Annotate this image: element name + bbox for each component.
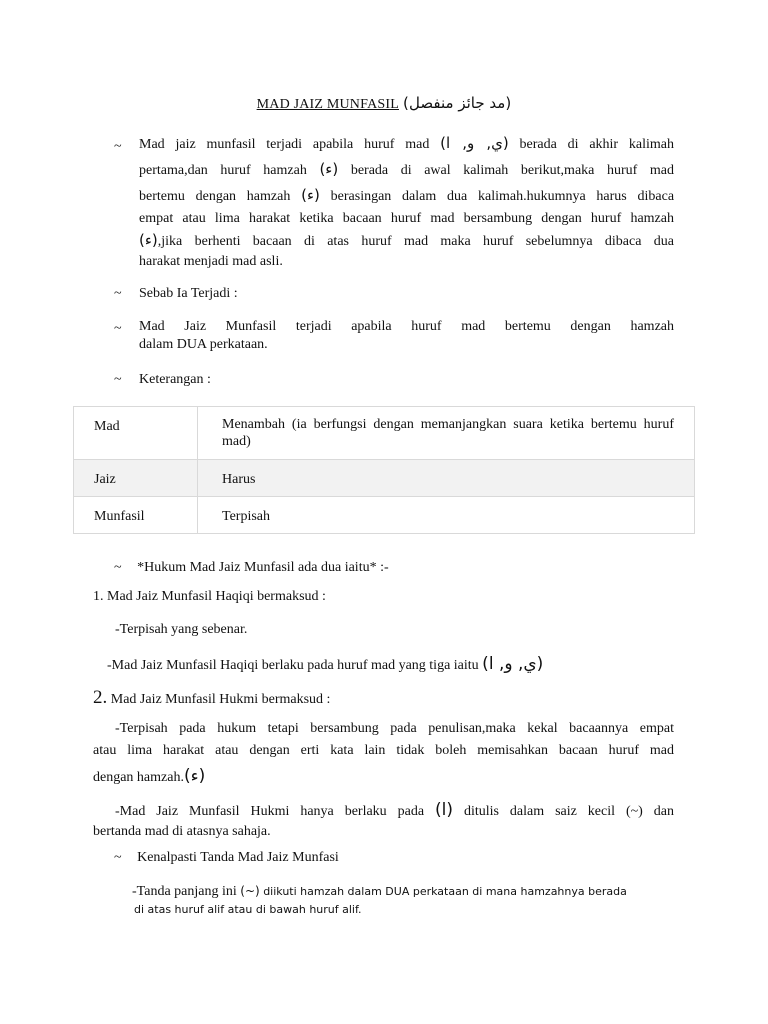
bullet-tilde: ~ [114,372,122,387]
intro-line-6: harakat menjadi mad asli. [139,254,283,269]
intro-arabic-3: (ء) [301,186,320,204]
intro-arabic-5: (ء) [139,231,158,249]
haqiqi-paragraph-1: -Terpisah yang sebenar. [115,622,248,637]
sebab-detail-line-2: dalam DUA perkataan. [139,337,268,352]
title-latin: MAD JAIZ MUNFASIL [256,97,399,112]
intro-line-5: (ء),jika berhenti bacaan di atas huruf mad maka huruf sebelumnya dibaca dua [139,231,674,249]
table-row [74,407,695,460]
haqiqi-paragraph-2: -Mad Jaiz Munfasil Haqiqi berlaku pada huruf mad yang tiga iaitu (ي, و, ا) [107,654,544,674]
kenal-heading: ~ Kenalpasti Tanda Mad Jaiz Munfasi [114,850,339,865]
table-term: Munfasil [74,497,198,534]
hukmi-arabic-1: (ء) [183,766,206,786]
bullet-tilde: ~ [114,850,122,865]
hukmi-heading: 2. Mad Jaiz Munfasil Hukmi bermaksud : [93,687,331,708]
intro-arabic-1: (ي, و, ا) [440,134,509,152]
sebab-text: Sebab Ia Terjadi : [139,286,238,301]
table-row [74,460,695,497]
intro-line-2: pertama,dan huruf hamzah (ء) berada di awal kalimah berikut,maka huruf mad [139,160,674,178]
intro-line-4: empat atau lima harakat ketika bacaan huruf mad bersambung dengan huruf hamzah [139,211,674,226]
haqiqi-arabic: (ي, و, ا) [482,654,544,674]
intro-arabic-2: (ء) [319,160,339,178]
table-term: Mad [74,407,198,460]
keterangan-table [73,406,695,534]
bullet-tilde: ~ [114,560,122,575]
tanda-note: -Tanda panjang ini (~) diikuti hamzah dalam DUA perkataan di mana hamzahnya berada di atas huruf alif atau di bawah huruf alif. [132,884,627,916]
tanda-symbol: (~) [240,884,260,898]
bullet-tilde: ~ [114,139,122,154]
hukmi-paragraph-1: -Terpisah pada hukum tetapi bersambung pada penulisan,maka kekal bacaannya empat atau lima harakat atau dengan erti kata lain tidak boleh memisahkan bacaan huruf mad dengan hamzah.(ء) [93,721,674,786]
sebab-detail-line-1: Mad Jaiz Munfasil terjadi apabila huruf mad bertemu dengan hamzah [139,319,674,334]
page-title [0,92,768,116]
haqiqi-heading: 1. Mad Jaiz Munfasil Haqiqi bermaksud : [93,589,326,604]
intro-line-1: Mad jaiz munfasil terjadi apabila huruf mad (ي, و, ا) berada di akhir kalimah [139,134,674,152]
table-meaning: Harus [198,460,695,497]
table-meaning: Menambah (ia berfungsi dengan memanjangkan suara ketika bertemu huruf mad) [198,407,695,460]
intro-line-3: bertemu dengan hamzah (ء) berasingan dalam dua kalimah.hukumnya harus dibaca [139,186,675,204]
bullet-tilde: ~ [114,286,122,301]
table-term: Jaiz [74,460,198,497]
title-arabic: (مد جائز منفصل) [402,94,512,112]
hukmi-arabic-2: (ا) [435,800,454,820]
hukum-heading: ~ *Hukum Mad Jaiz Munfasil ada dua iaitu* :- [114,560,389,575]
hukmi-number: 2. [93,687,108,708]
keterangan-text: Keterangan : [139,372,211,387]
table-meaning: Terpisah [198,497,695,534]
hukmi-paragraph-2: -Mad Jaiz Munfasil Hukmi hanya berlaku pada (ا) ditulis dalam saiz kecil (~) dan bertanda mad di atasnya sahaja. [93,800,674,839]
table-row [74,497,695,534]
bullet-tilde: ~ [114,321,122,336]
